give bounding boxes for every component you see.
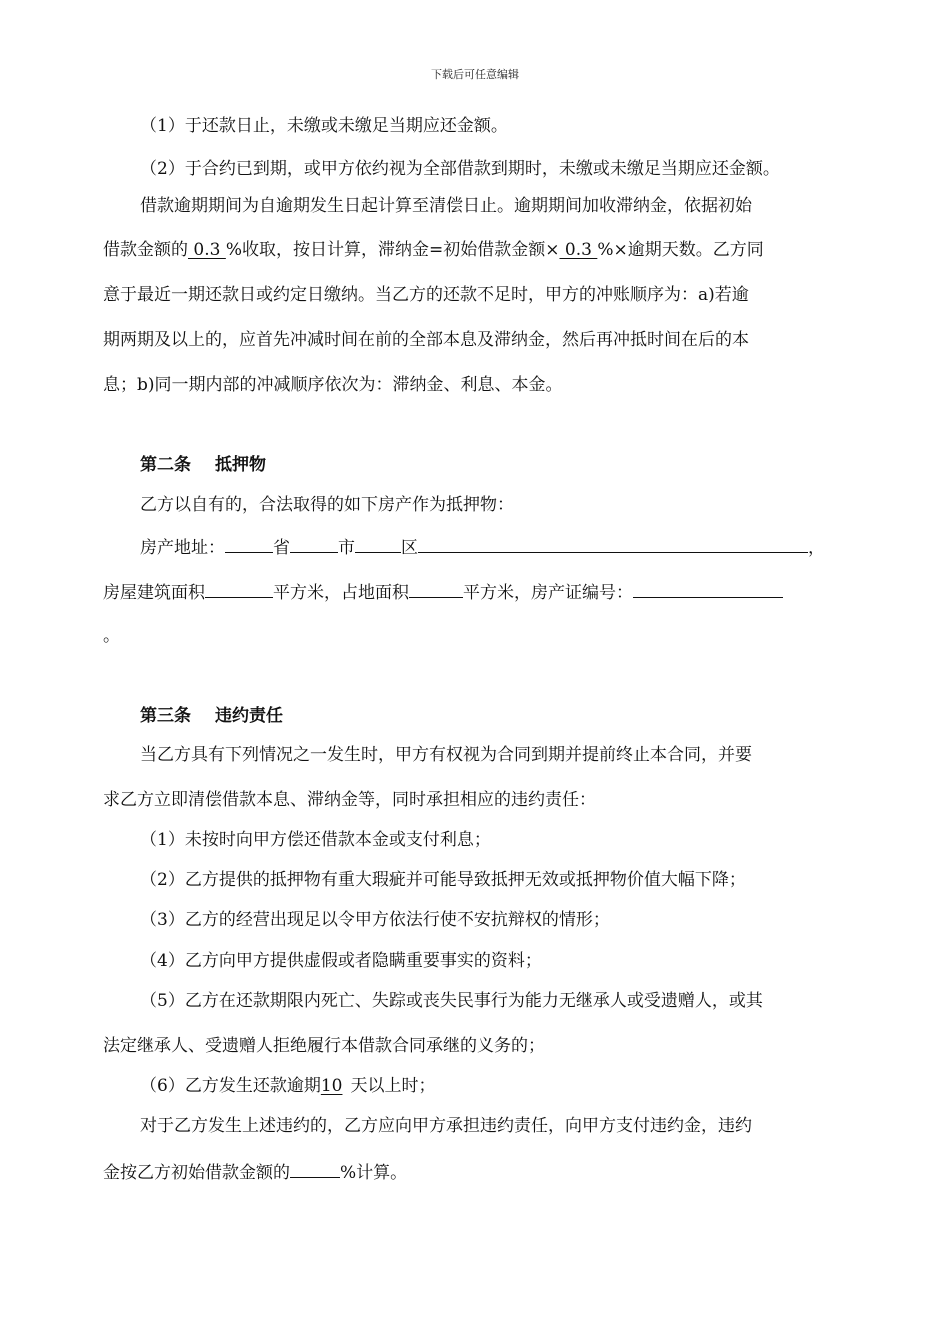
province-blank[interactable]: [225, 535, 273, 553]
article-number: 第三条: [140, 706, 191, 726]
article-2-heading: [140, 454, 266, 476]
land-area-label: 平方米，占地面积: [273, 583, 409, 603]
breach-item-6: [140, 1075, 435, 1097]
text: 借款金额的: [103, 240, 188, 260]
address-label: 房产地址：: [140, 538, 225, 558]
city-blank[interactable]: [290, 535, 338, 553]
address-detail-blank[interactable]: [418, 535, 808, 553]
overdue-condition-1: （1）于还款日止，未缴或未缴足当期应还金额。: [140, 116, 508, 136]
overdue-condition-2: （2）于合约已到期，或甲方依约视为全部借款到期时，未缴或未缴足当期应还金额。: [140, 159, 780, 179]
building-area-blank[interactable]: [205, 580, 273, 598]
late-fee-rate: 0.3: [188, 240, 226, 260]
breach-item-2: （2）乙方提供的抵押物有重大瑕疵并可能导致抵押无效或抵押物价值大幅下降；: [140, 870, 746, 890]
page-header: 下载后可任意编辑: [431, 68, 519, 81]
certificate-number-blank[interactable]: [633, 580, 783, 598]
property-address-line: [140, 535, 825, 559]
city-label: 市: [338, 538, 355, 558]
article-number: 第二条: [140, 455, 191, 475]
land-area-blank[interactable]: [409, 580, 463, 598]
province-label: 省: [273, 538, 290, 558]
penalty-rate-blank[interactable]: [290, 1160, 340, 1178]
breach-intro-line-1: 当乙方具有下列情况之一发生时，甲方有权视为合同到期并提前终止本合同，并要: [140, 745, 752, 765]
property-area-line: [103, 580, 783, 604]
text: 天以上时；: [350, 1076, 436, 1096]
breach-item-5-line-1: （5）乙方在还款期限内死亡、失踪或丧失民事行为能力无继承人或受遗赠人，或其: [140, 991, 763, 1011]
late-fee-paragraph-line-1: 借款逾期期间为自逾期发生日起计算至清偿日止。逾期期间加收滞纳金，依据初始: [140, 196, 752, 216]
article-title: 抵押物: [215, 455, 266, 475]
comma: ，: [808, 538, 825, 558]
text: %计算。: [340, 1163, 408, 1183]
text: %×逾期天数。乙方同: [597, 240, 764, 260]
certificate-label: 平方米，房产证编号：: [463, 583, 633, 603]
breach-item-3: （3）乙方的经营出现足以令甲方依法行使不安抗辩权的情形；: [140, 910, 610, 930]
late-fee-paragraph-line-4: 期两期及以上的，应首先冲减时间在前的全部本息及滞纳金，然后再冲抵时间在后的本: [103, 330, 749, 350]
breach-item-5-line-2: 法定继承人、受遗赠人拒绝履行本借款合同承继的义务的；: [103, 1036, 545, 1056]
article-title: 违约责任: [215, 706, 283, 726]
overdue-days: 10: [320, 1076, 343, 1096]
late-fee-paragraph-line-3: 意于最近一期还款日或约定日缴纳。当乙方的还款不足时，甲方的冲账顺序为：a)若逾: [103, 285, 749, 305]
building-area-label: 房屋建筑面积: [103, 583, 205, 603]
text: 金按乙方初始借款金额的: [103, 1163, 290, 1183]
late-fee-paragraph-line-5: 息；b)同一期内部的冲减顺序依次为：滞纳金、利息、本金。: [103, 375, 563, 395]
breach-item-1: （1）未按时向甲方偿还借款本金或支付利息；: [140, 830, 491, 850]
text: （6）乙方发生还款逾期: [140, 1076, 321, 1096]
collateral-intro: 乙方以自有的，合法取得的如下房产作为抵押物：: [140, 495, 514, 515]
article-3-heading: [140, 705, 283, 727]
period: 。: [103, 626, 120, 646]
district-label: 区: [401, 538, 418, 558]
text: %收取，按日计算，滞纳金=初始借款金额×: [225, 240, 560, 260]
district-blank[interactable]: [355, 535, 401, 553]
breach-intro-line-2: 求乙方立即清偿借款本息、滞纳金等，同时承担相应的违约责任：: [103, 790, 596, 810]
penalty-line-1: 对于乙方发生上述违约的，乙方应向甲方承担违约责任，向甲方支付违约金，违约: [140, 1116, 752, 1136]
penalty-line-2: [103, 1160, 407, 1184]
breach-item-4: （4）乙方向甲方提供虚假或者隐瞒重要事实的资料；: [140, 951, 542, 971]
late-fee-paragraph-line-2: [103, 239, 764, 261]
late-fee-rate: 0.3: [559, 240, 598, 260]
